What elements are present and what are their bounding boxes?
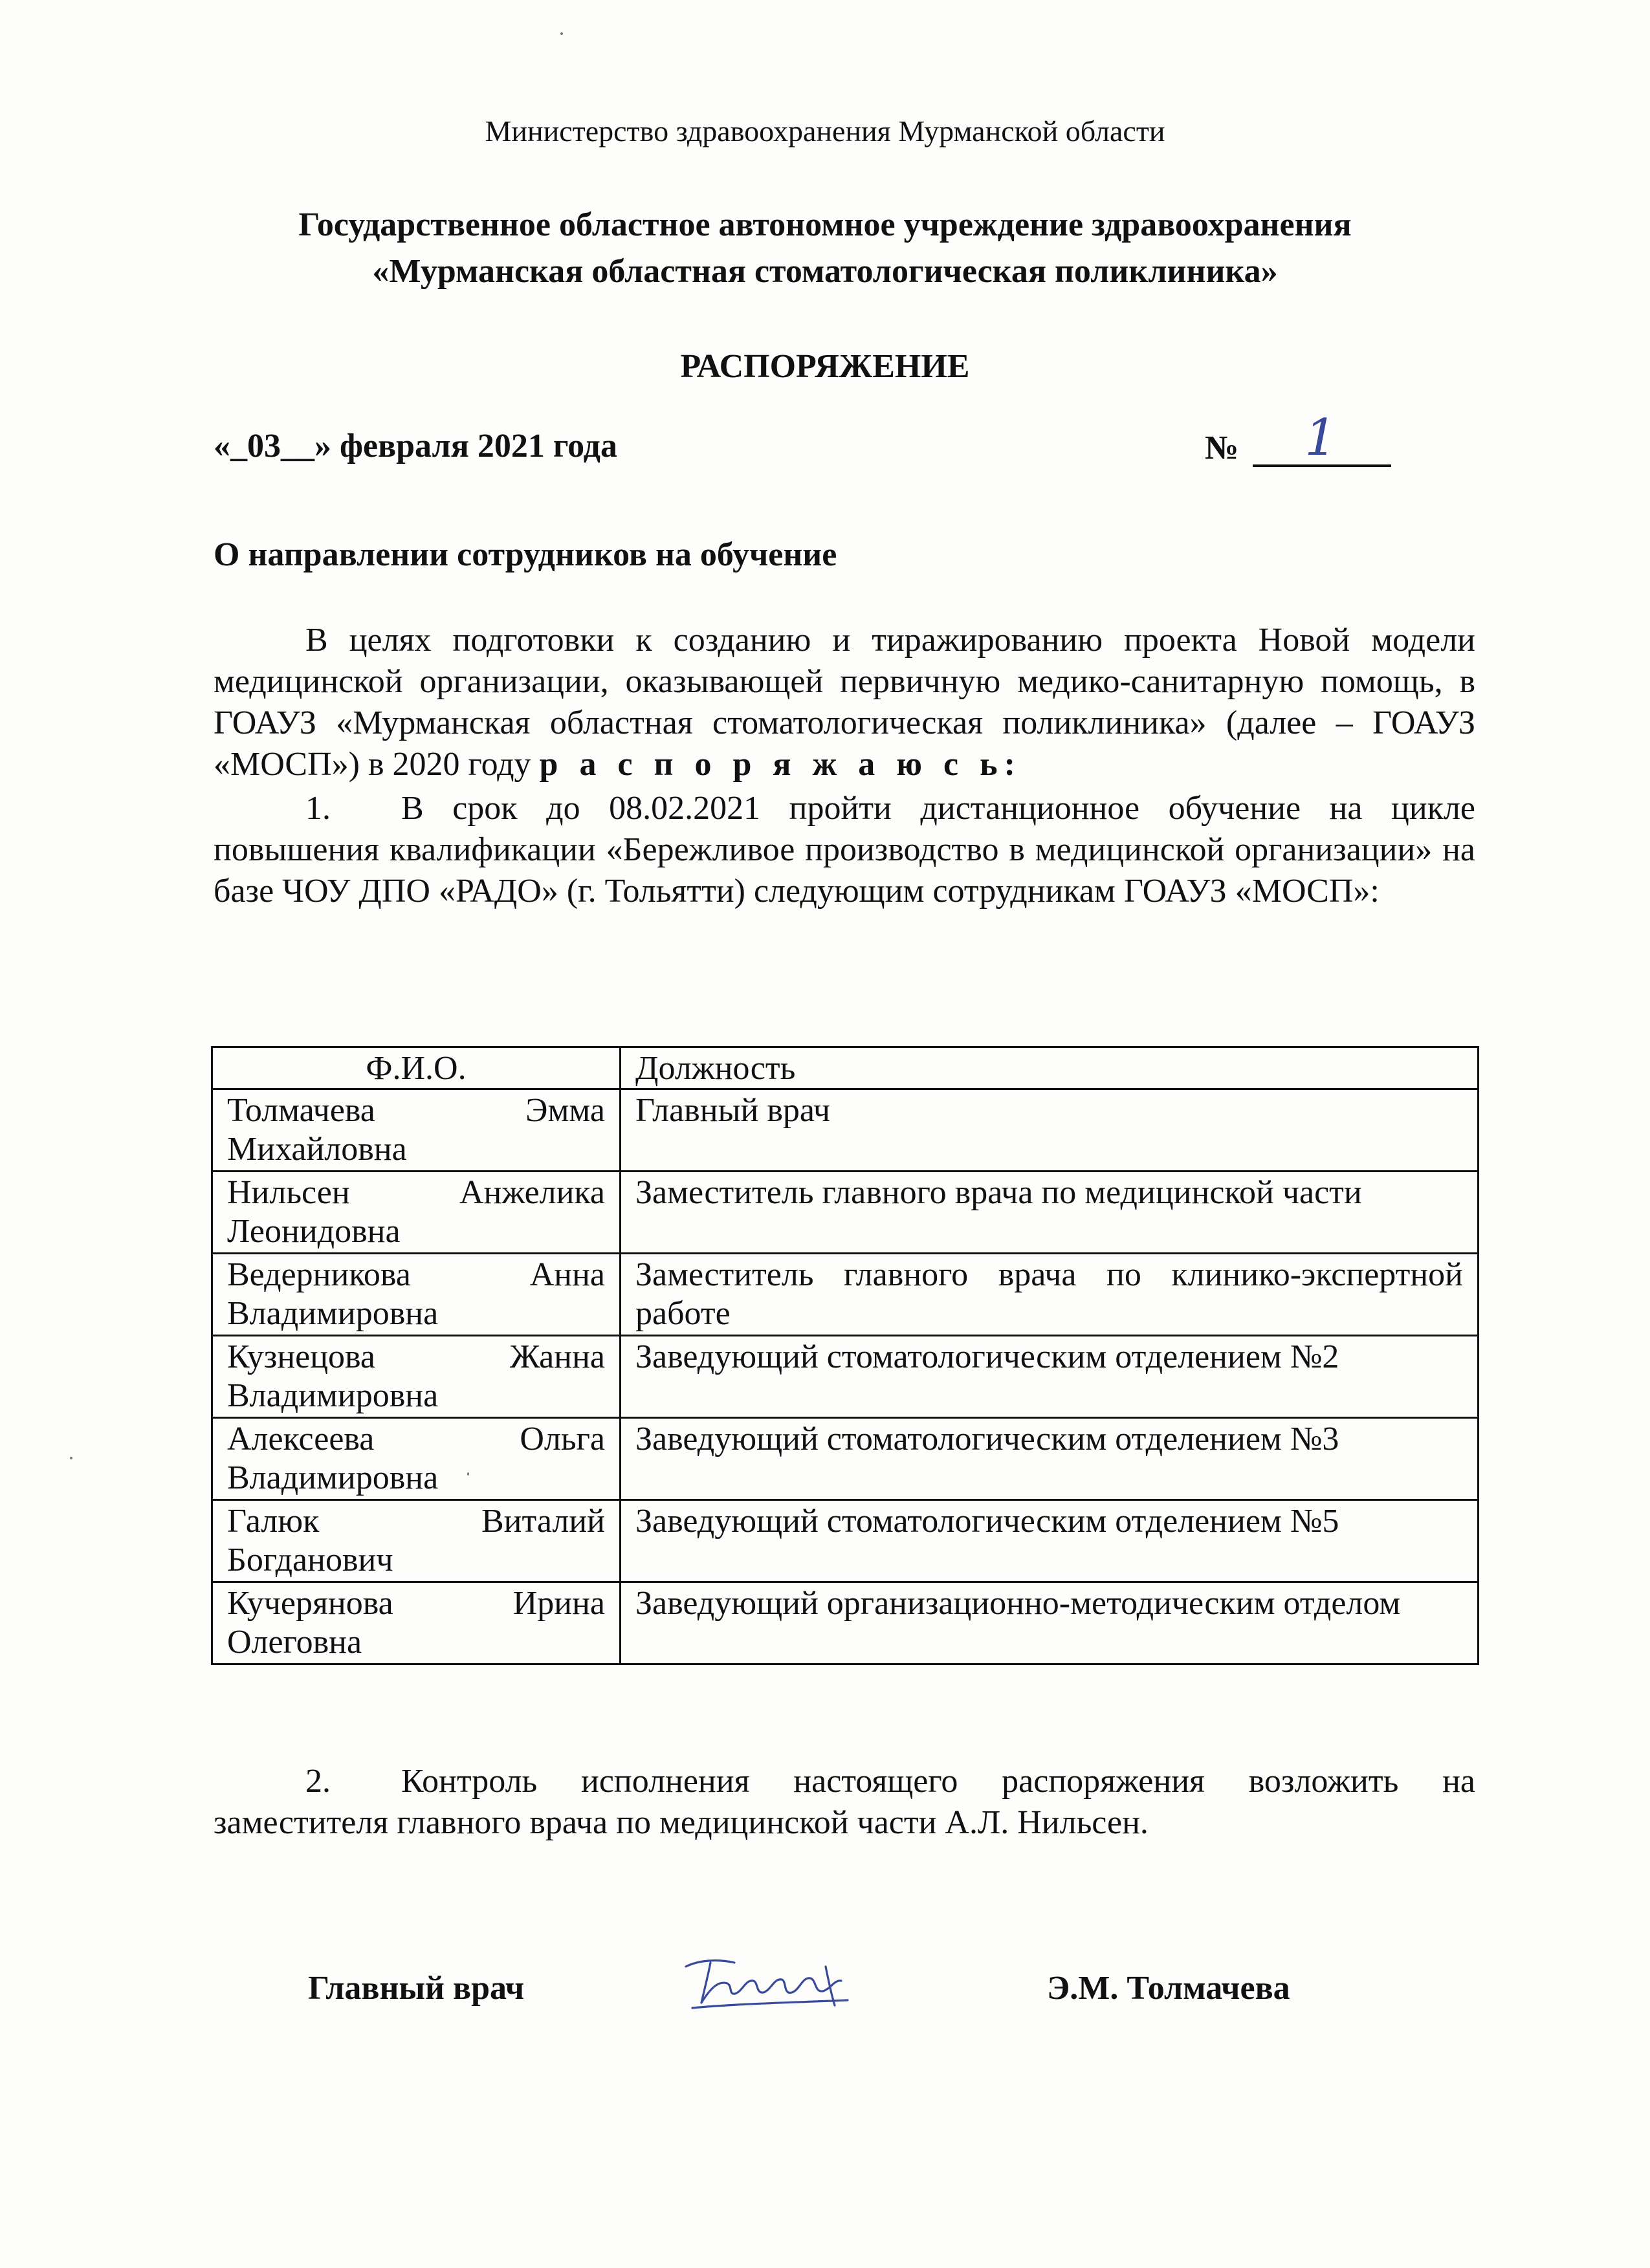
organization-name-line-2: «Мурманская областная стоматологическая поликлиника» xyxy=(372,253,1278,290)
intro-paragraph xyxy=(214,620,1475,785)
staff-position: Главный врач xyxy=(621,1089,1479,1172)
handwritten-number: 1 xyxy=(1304,409,1337,467)
handwritten-signature xyxy=(673,1941,867,2018)
staff-position: Заведующий организационно-методическим отделом xyxy=(621,1582,1479,1664)
table-row xyxy=(212,1418,1479,1500)
header-position: Должность xyxy=(621,1047,1479,1089)
staff-name: Кузнецова Жанна Владимировна xyxy=(212,1336,621,1418)
staff-name: Алексеева Ольга Владимировна xyxy=(212,1418,621,1500)
scan-speck xyxy=(467,1472,469,1476)
header-name: Ф.И.О. xyxy=(212,1047,621,1089)
staff-name: Толмачева Эмма Михайловна xyxy=(212,1089,621,1172)
document-title: РАСПОРЯЖЕНИЕ xyxy=(680,348,970,385)
scan-speck xyxy=(70,1457,72,1459)
staff-name: Кучерянова Ирина Олеговна xyxy=(212,1582,621,1664)
document-subject: О направлении сотрудников на обучение xyxy=(214,536,837,573)
document-date: «_03__» февраля 2021 года xyxy=(214,428,617,464)
document-number xyxy=(1205,409,1391,467)
signatory-name: Э.М. Толмачева xyxy=(1047,1970,1290,2007)
intro-text: В целях подготовки к созданию и тиражированию проекта Новой модели медицинской организации, оказывающей первичную медико-санитарную помощь, в ГОАУЗ «Мурманская областная стоматологическая поликлиника» (далее – ГОАУЗ «МОСП») в 2020 году xyxy=(214,622,1475,783)
item-1-number: 1. xyxy=(305,790,331,827)
ministry-name: Министерство здравоохранения Мурманской области xyxy=(485,114,1165,147)
table-row xyxy=(212,1254,1479,1336)
staff-position: Заведующий стоматологическим отделением №2 xyxy=(621,1336,1479,1418)
table-header-row xyxy=(212,1047,1479,1089)
staff-position: Заведующий стоматологическим отделением №3 xyxy=(621,1418,1479,1500)
staff-name: Нильсен Анжелика Леонидовна xyxy=(212,1172,621,1254)
table-row xyxy=(212,1172,1479,1254)
staff-position: Заместитель главного врача по клинико-экспертной работе xyxy=(621,1254,1479,1336)
number-label: № xyxy=(1205,430,1239,466)
table-row xyxy=(212,1582,1479,1664)
decree-word: р а с п о р я ж а ю с ь: xyxy=(539,746,1022,783)
item-1-paragraph xyxy=(214,788,1475,912)
number-field xyxy=(1253,409,1391,467)
table-row xyxy=(212,1089,1479,1172)
organization-name-line-1: Государственное областное автономное учреждение здравоохранения xyxy=(298,206,1352,243)
signatory-title: Главный врач xyxy=(308,1970,525,2007)
item-1-text: В срок до 08.02.2021 пройти дистанционное обучение на цикле повышения квалификации «Бережливое производство в медицинской организации» на базе ЧОУ ДПО «РАДО» (г. Тольятти) следующим сотрудникам ГОАУЗ «МОСП»: xyxy=(214,790,1475,910)
item-2-number: 2. xyxy=(305,1763,331,1800)
item-2-text: Контроль исполнения настоящего распоряжения возложить на заместителя главного врача по медицинской части А.Л. Нильсен. xyxy=(214,1763,1475,1841)
staff-name: Галюк Виталий Богданович xyxy=(212,1500,621,1582)
staff-name: Ведерникова Анна Владимировна xyxy=(212,1254,621,1336)
table-row xyxy=(212,1500,1479,1582)
item-2-paragraph xyxy=(214,1761,1475,1844)
staff-position: Заведующий стоматологическим отделением №5 xyxy=(621,1500,1479,1582)
staff-table xyxy=(211,1046,1479,1665)
table-row xyxy=(212,1336,1479,1418)
staff-position: Заместитель главного врача по медицинской части xyxy=(621,1172,1479,1254)
scan-speck xyxy=(560,32,563,35)
